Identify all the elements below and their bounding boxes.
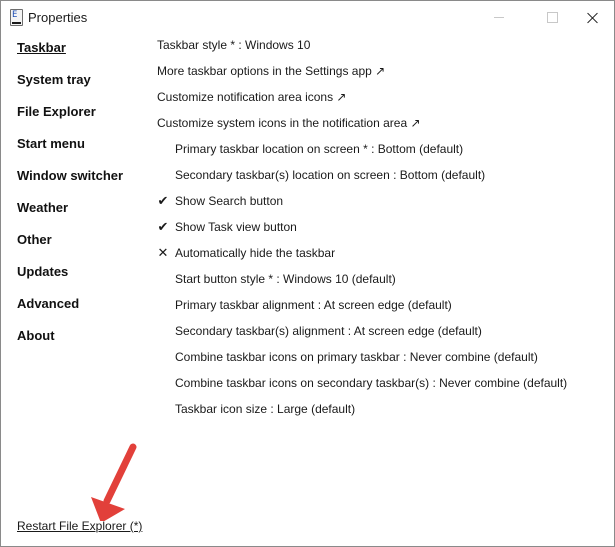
arrow-annotation-icon [81, 441, 151, 521]
setting-row[interactable] [175, 374, 567, 392]
app-icon: E [10, 9, 23, 26]
checkmark-icon: ✔ [157, 219, 169, 234]
close-icon [587, 12, 598, 23]
sidebar-item-weather[interactable] [17, 199, 147, 231]
setting-row[interactable] [157, 192, 284, 210]
setting-label: Secondary taskbar(s) location on screen : Bottom (default) [175, 168, 486, 182]
sidebar-item-advanced[interactable] [17, 295, 147, 327]
sidebar [17, 39, 147, 359]
sidebar-item-window-switcher[interactable] [17, 167, 147, 199]
setting-label: Start button style * : Windows 10 (default) [175, 272, 396, 286]
minimize-icon [494, 17, 504, 18]
sidebar-item-label: Window switcher [17, 168, 124, 183]
sidebar-item-start-menu[interactable] [17, 135, 147, 167]
close-button[interactable] [569, 1, 615, 33]
setting-label: Primary taskbar location on screen * : Bottom (default) [175, 142, 464, 156]
setting-row[interactable] [175, 166, 485, 184]
setting-label: Show Task view button [175, 220, 297, 234]
setting-label: Customize notification area icons ↗ [157, 90, 347, 104]
sidebar-item-label: Other [17, 232, 52, 247]
sidebar-item-label: About [17, 328, 55, 343]
setting-label: Primary taskbar alignment : At screen edge (default) [175, 298, 452, 312]
setting-row[interactable] [157, 218, 297, 236]
setting-row[interactable] [157, 36, 310, 54]
setting-row[interactable] [175, 140, 463, 158]
setting-label: Show Search button [175, 194, 284, 208]
sidebar-item-system-tray[interactable] [17, 71, 147, 103]
setting-label: Secondary taskbar(s) alignment : At screen edge (default) [175, 324, 482, 338]
sidebar-item-label: System tray [17, 72, 91, 87]
checkmark-icon: ✔ [157, 193, 169, 208]
restart-file-explorer-link[interactable]: Restart File Explorer (*) [17, 519, 143, 533]
setting-label: Taskbar style * : Windows 10 [157, 38, 311, 52]
sidebar-item-other[interactable] [17, 231, 147, 263]
title-bar[interactable] [1, 1, 614, 33]
sidebar-item-label: Advanced [17, 296, 80, 311]
setting-row[interactable] [175, 322, 482, 340]
window-title: Properties [28, 10, 88, 25]
sidebar-item-label: Taskbar [17, 40, 66, 55]
sidebar-item-label: Updates [17, 264, 69, 279]
sidebar-item-label: Start menu [17, 136, 85, 151]
setting-label: Combine taskbar icons on secondary taskbar(s) : Never combine (default) [175, 376, 568, 390]
setting-row[interactable] [157, 114, 421, 132]
setting-label: Combine taskbar icons on primary taskbar : Never combine (default) [175, 350, 538, 364]
setting-label: Automatically hide the taskbar [175, 246, 336, 260]
cross-icon: ✕ [157, 245, 169, 260]
setting-row[interactable] [175, 296, 452, 314]
setting-row[interactable] [175, 270, 396, 288]
sidebar-item-taskbar[interactable] [17, 39, 147, 71]
sidebar-item-about[interactable] [17, 327, 147, 359]
setting-label: More taskbar options in the Settings app ↗ [157, 64, 386, 78]
minimize-button [476, 1, 522, 33]
sidebar-item-updates[interactable] [17, 263, 147, 295]
setting-label: Customize system icons in the notification area ↗ [157, 116, 421, 130]
setting-label: Taskbar icon size : Large (default) [175, 402, 356, 416]
sidebar-item-label: Weather [17, 200, 69, 215]
setting-row[interactable] [175, 348, 538, 366]
sidebar-item-label: File Explorer [17, 104, 96, 119]
setting-row[interactable] [157, 88, 346, 106]
setting-row[interactable] [157, 244, 336, 262]
setting-row[interactable] [157, 62, 385, 80]
sidebar-item-file-explorer[interactable] [17, 103, 147, 135]
setting-row[interactable] [175, 400, 355, 418]
maximize-icon [547, 12, 558, 23]
